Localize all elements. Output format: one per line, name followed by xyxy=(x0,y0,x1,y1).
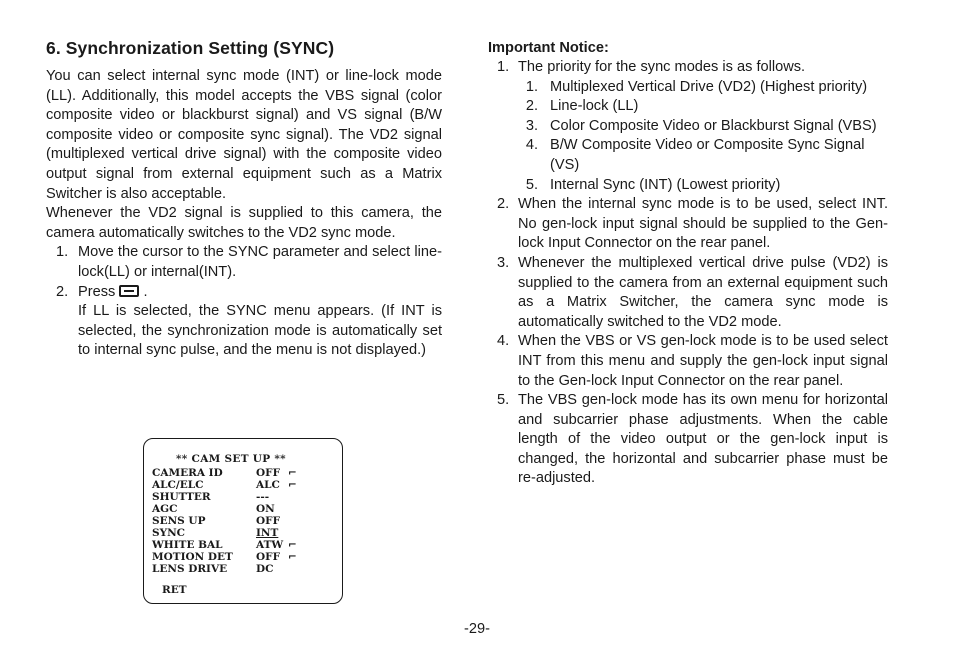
set-button-icon xyxy=(119,285,139,297)
press-label: Press xyxy=(78,283,116,300)
menu-row xyxy=(152,539,337,551)
step-text: Move the cursor to the SYNC parameter and select line-lock(LL) or internal(INT). xyxy=(78,244,442,280)
notice-item xyxy=(488,195,888,254)
priority-number: 2. xyxy=(525,98,538,115)
menu-row xyxy=(152,563,337,575)
item-number: 5. xyxy=(497,392,510,409)
intro-paragraph: You can select internal sync mode (INT) or line-lock mode (LL). Additionally, this model accepts the VBS signal (color composite video or blackburst signal) and VS signal (B/W composite video or composite sync signal). The VD2 signal (multiplexed vertical drive signal) with the composite video output signal from external equipment such as a Matrix Switcher is also acceptable. xyxy=(46,68,442,202)
priority-number: 1. xyxy=(525,78,538,95)
submenu-marker-icon: ⌐ xyxy=(288,551,297,563)
priority-text: Internal Sync (INT) (Lowest priority) xyxy=(550,176,781,193)
step-item xyxy=(46,243,442,282)
priority-text: Line-lock (LL) xyxy=(550,98,639,115)
menu-header: ** CAM SET UP ** xyxy=(176,453,286,465)
priority-item xyxy=(488,117,888,137)
menu-value: ATW xyxy=(256,539,284,551)
menu-row xyxy=(152,491,337,503)
item-number: 1. xyxy=(497,59,510,75)
step-number: 1. xyxy=(56,244,69,261)
cam-setup-menu xyxy=(143,438,343,604)
menu-label: AGC xyxy=(152,503,178,515)
menu-value: --- xyxy=(256,491,270,503)
item-number: 3. xyxy=(497,254,510,271)
menu-label: CAMERA ID xyxy=(152,467,223,479)
menu-label: SENS UP xyxy=(152,515,206,527)
menu-row xyxy=(152,551,337,563)
step-text: If LL is selected, the SYNC menu appears. (If INT is selected, the synchronization mode is automatically set to internal sync pulse, and the menu is not displayed.) xyxy=(78,303,442,359)
menu-value: OFF xyxy=(256,467,281,479)
priority-number: 4. xyxy=(525,137,538,154)
submenu-marker-icon: ⌐ xyxy=(288,539,297,551)
menu-row xyxy=(152,503,337,515)
menu-label: LENS DRIVE xyxy=(152,563,228,575)
step-number: 2. xyxy=(56,283,69,300)
menu-value: OFF xyxy=(256,551,281,563)
item-number: 4. xyxy=(497,333,510,350)
page-number: -29- xyxy=(464,621,490,637)
menu-value: OFF xyxy=(256,515,281,527)
menu-row xyxy=(152,515,337,527)
menu-label: WHITE BAL xyxy=(152,539,223,551)
notice-item xyxy=(488,332,888,391)
priority-item xyxy=(488,176,888,196)
submenu-marker-icon: ⌐ xyxy=(288,467,297,479)
priority-number: 5. xyxy=(525,176,538,193)
priority-item xyxy=(488,97,888,117)
item-text: The VBS gen-lock mode has its own menu for horizontal and subcarrier phase adjustments. When the cable length of the video output or the gen-lock input is changed, the horizontal and subcarrier phase must be re-adjusted. xyxy=(518,392,888,487)
priority-text: B/W Composite Video or Composite Sync Signal (VS) xyxy=(550,137,865,173)
notice-item xyxy=(488,58,888,78)
item-number: 2. xyxy=(497,196,510,213)
menu-value: ALC xyxy=(256,479,280,491)
menu-value: ON xyxy=(256,503,275,515)
priority-number: 3. xyxy=(525,117,538,134)
notice-item xyxy=(488,391,888,489)
left-column xyxy=(46,38,442,361)
priority-text: Color Composite Video or Blackburst Signal (VBS) xyxy=(550,117,877,134)
menu-label: MOTION DET xyxy=(152,551,233,563)
step-item xyxy=(46,283,442,361)
submenu-marker-icon: ⌐ xyxy=(288,479,297,491)
menu-value: DC xyxy=(256,563,274,575)
item-text: The priority for the sync modes is as follows. xyxy=(518,59,806,75)
step-body xyxy=(78,283,442,361)
menu-label: SHUTTER xyxy=(152,491,211,503)
menu-row xyxy=(152,479,337,491)
priority-item xyxy=(488,78,888,98)
menu-return: RET xyxy=(162,584,187,596)
priority-text: Multiplexed Vertical Drive (VD2) (Highest priority) xyxy=(550,78,868,95)
menu-row xyxy=(152,467,337,479)
press-line xyxy=(78,283,442,303)
item-text: When the internal sync mode is to be used, select INT. No gen-lock input signal should be supplied to the Gen-lock Input Connector on the rear panel. xyxy=(518,196,888,252)
menu-label: SYNC xyxy=(152,527,186,539)
menu-row-sync xyxy=(152,527,337,539)
item-text: Whenever the multiplexed vertical drive pulse (VD2) is supplied to the camera from an external equipment such as a Matrix Switcher, the camera sync mode is automatically switched to the VD2 mode. xyxy=(518,254,888,330)
notice-item xyxy=(488,254,888,332)
menu-label: ALC/ELC xyxy=(152,479,204,491)
menu-value-selected: INT xyxy=(256,527,279,539)
item-text: When the VBS or VS gen-lock mode is to be used select INT from this menu and supply the gen-lock input signal to the Gen-lock Input Connector on the rear panel. xyxy=(518,333,888,389)
priority-item xyxy=(488,136,888,175)
notice-title: Important Notice: xyxy=(488,40,609,56)
steps-list xyxy=(46,243,442,361)
vd2-paragraph: Whenever the VD2 signal is supplied to this camera, the camera automatically switches to the VD2 sync mode. xyxy=(46,205,442,241)
section-title: 6. Synchronization Setting (SYNC) xyxy=(46,38,335,58)
press-suffix: . xyxy=(143,283,148,300)
right-column xyxy=(488,40,888,489)
